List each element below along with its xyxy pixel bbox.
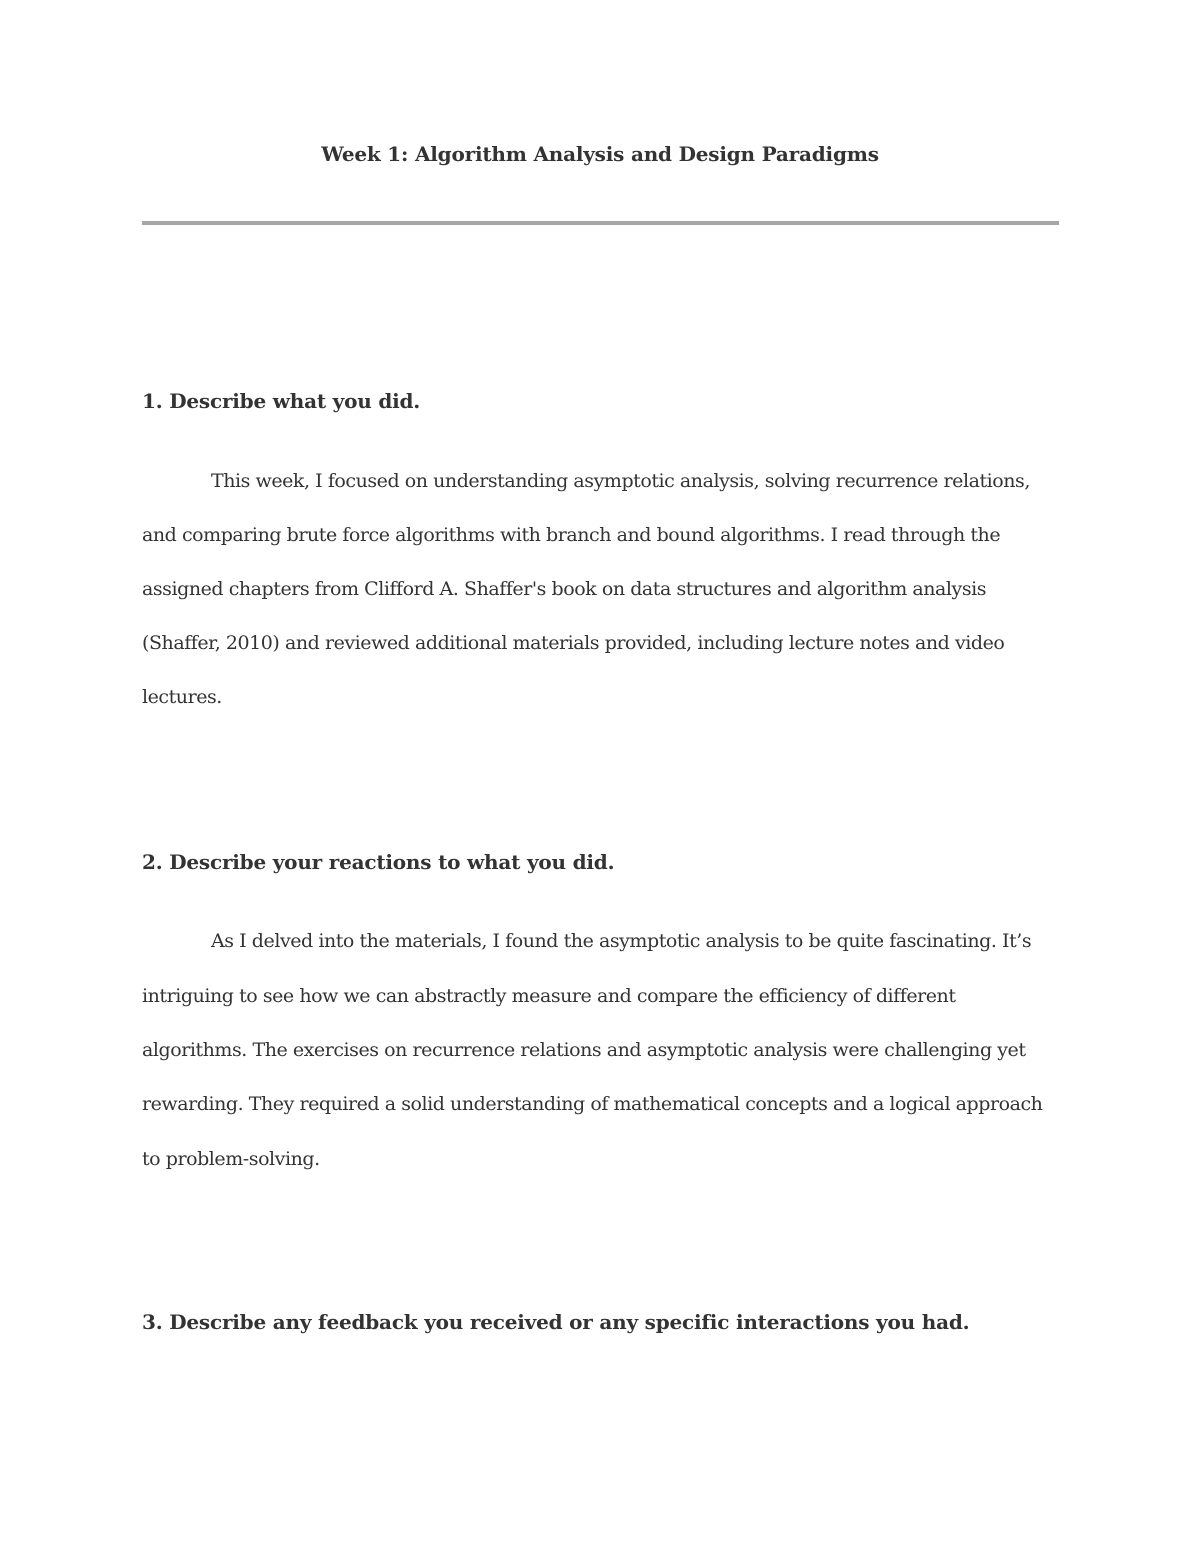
section-1-line: lectures. <box>142 686 222 708</box>
title-divider <box>142 221 1059 225</box>
section-2-heading: 2. Describe your reactions to what you did. <box>142 850 615 874</box>
section-2-line: rewarding. They required a solid understanding of mathematical concepts and a logical approach <box>142 1093 1043 1115</box>
section-1-line: assigned chapters from Clifford A. Shaffer's book on data structures and algorithm analysis <box>142 578 987 600</box>
section-1-line: and comparing brute force algorithms with branch and bound algorithms. I read through the <box>142 524 1001 546</box>
section-2-line: As I delved into the materials, I found the asymptotic analysis to be quite fascinating. It’s <box>211 930 1032 952</box>
document-title: Week 1: Algorithm Analysis and Design Paradigms <box>321 142 879 166</box>
section-1-heading: 1. Describe what you did. <box>142 389 421 413</box>
section-1-line: (Shaffer, 2010) and reviewed additional materials provided, including lecture notes and video <box>142 632 1005 654</box>
section-2-line: algorithms. The exercises on recurrence relations and asymptotic analysis were challenging yet <box>142 1039 1026 1061</box>
section-1-line: This week, I focused on understanding asymptotic analysis, solving recurrence relations, <box>211 470 1030 492</box>
section-3-heading: 3. Describe any feedback you received or any specific interactions you had. <box>142 1310 970 1334</box>
section-2-line: to problem-solving. <box>142 1148 320 1170</box>
section-2-line: intriguing to see how we can abstractly measure and compare the efficiency of different <box>142 985 956 1007</box>
